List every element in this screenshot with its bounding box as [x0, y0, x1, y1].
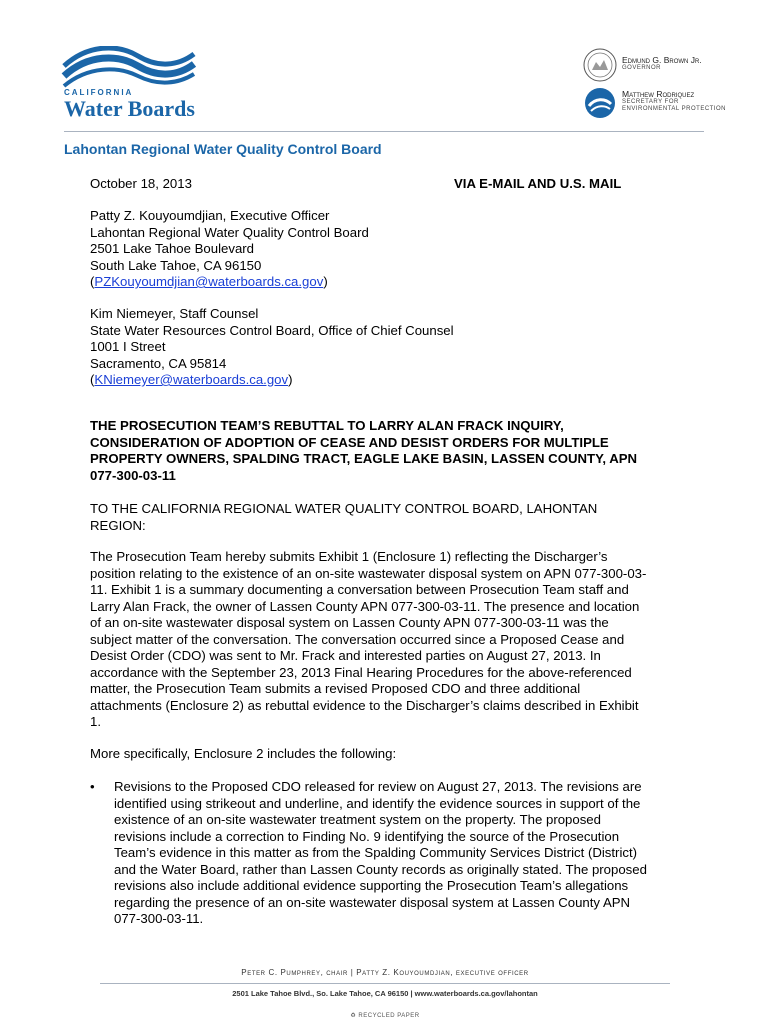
- recipient-1-line: South Lake Tahoe, CA 96150: [90, 257, 262, 273]
- paragraph-1: The Prosecution Team hereby submits Exhibit 1 (Enclosure 1) reflecting the Discharger’s position relating to the existence of an on-site wastewater disposal system on APN 077-300-03-11. Exhibit 1 is a summary documenting a conversation between Prosecution Team staff and Larry Alan Frack, the owner of Lassen County APN 077-300-03-11. The presence and location of an on-site wastewater disposal system on Lassen County APN 077-300-03-11 was the subject matter of the conversation. The conversation occurred since a Proposed Cease and Desist Order (CDO) was sent to Mr. Frack and interested parties on August 27, 2013. In accordance with the September 23, 2013 Final Hearing Procedures for the above-referenced matter, the Prosecution Team submits a revised Proposed CDO and three additional attachments (Enclosure 2) as rebuttal evidence to the Discharger’s claims described in Exhibit 1.: [90, 549, 647, 729]
- secretary-title-2: ENVIRONMENTAL PROTECTION: [622, 106, 727, 112]
- delivery-method: VIA E-MAIL AND U.S. MAIL: [454, 176, 622, 191]
- footer-address: 2501 Lake Tahoe Blvd., So. Lake Tahoe, CA 96150 | www.waterboards.ca.gov/lahontan: [232, 989, 538, 998]
- recipient-1-line: Patty Z. Kouyoumdjian, Executive Officer: [90, 208, 330, 223]
- recipient-2-line: State Water Resources Control Board, Office of Chief Counsel: [90, 322, 454, 338]
- governor-name: Edmund G. Brown Jr.: [622, 55, 702, 65]
- recipient-2-line: Sacramento, CA 95814: [90, 355, 227, 371]
- recipient-2-email-link[interactable]: KNiemeyer@waterboards.ca.gov: [94, 372, 289, 387]
- recipient-1-line: 2501 Lake Tahoe Boulevard: [90, 241, 254, 256]
- recycle-icon: ♻: [350, 1013, 357, 1019]
- logo-state-text: CALIFORNIA: [64, 88, 134, 97]
- recipient-2-block: Kim Niemeyer, Staff Counsel State Water Resources Control Board, Office of Chief Counsel 1001 I Street Sacramento, CA 95814 (KNiemeyer@waterboards.ca.gov): [90, 306, 650, 389]
- footer-officers: Peter C. Pumphrey, chair | Patty Z. Kouyoumdjian, executive officer: [241, 968, 529, 977]
- footer-divider: [100, 983, 670, 984]
- governor-title: GOVERNOR: [622, 65, 662, 71]
- header-divider: [64, 131, 704, 132]
- calepa-logo-icon: [583, 86, 617, 120]
- recycled-paper-note: [0, 1012, 770, 1019]
- recipient-1-line: Lahontan Regional Water Quality Control Board: [90, 224, 369, 240]
- list-item: • Revisions to the Proposed CDO released for review on August 27, 2013. The revisions are identified using strikeout and underline, and identify the evidence sources in support of the existence of an on-site wastewater treatment system on the property. The proposed revisions include a correction to Finding No. 9 identifying the source of the Prosecution Team’s evidence in this matter as from the Spalding Community Services District (District) and the Water Board, rather than Lassen County records as originally stated. The proposed revisions also include additional evidence supporting the Prosecution Team’s allegations regarding the presence of an on-site wastewater disposal system at Lassen County APN 077-300-03-11.: [90, 779, 652, 928]
- recipient-1-email-link[interactable]: PZKouyoumdjian@waterboards.ca.gov: [94, 274, 324, 289]
- recipient-2-line: Kim Niemeyer, Staff Counsel: [90, 306, 259, 321]
- recycled-paper-text: RECYCLED PAPER: [358, 1013, 420, 1019]
- enclosure-list: [90, 779, 652, 928]
- paragraph-2: More specifically, Enclosure 2 includes the following:: [90, 746, 397, 761]
- board-name: Lahontan Regional Water Quality Control Board: [64, 141, 382, 157]
- recipient-2-line: 1001 I Street: [90, 339, 166, 354]
- recipient-1-block: Patty Z. Kouyoumdjian, Executive Officer Lahontan Regional Water Quality Control Board 2501 Lake Tahoe Boulevard South Lake Tahoe, CA 96150 (PZKouyoumdjian@waterboards.ca.gov): [90, 208, 650, 291]
- california-seal-icon: [583, 48, 617, 82]
- letter-date: October 18, 2013: [90, 176, 192, 191]
- salutation: TO THE CALIFORNIA REGIONAL WATER QUALITY CONTROL BOARD, LAHONTAN REGION:: [90, 501, 598, 533]
- logo-name-text: Water Boards: [64, 96, 195, 121]
- secretary-title-1: SECRETARY FOR: [622, 99, 679, 105]
- secretary-name: Matthew Rodriquez: [622, 89, 695, 99]
- subject-line: THE PROSECUTION TEAM’S REBUTTAL TO LARRY ALAN FRACK INQUIRY, CONSIDERATION OF ADOPTION OF CEASE AND DESIST ORDERS FOR MULTIPLE PROPERTY OWNERS, SPALDING TRACT, EAGLE LAKE BASIN, LASSEN COUNTY, APN 077-300-03-11: [90, 418, 638, 483]
